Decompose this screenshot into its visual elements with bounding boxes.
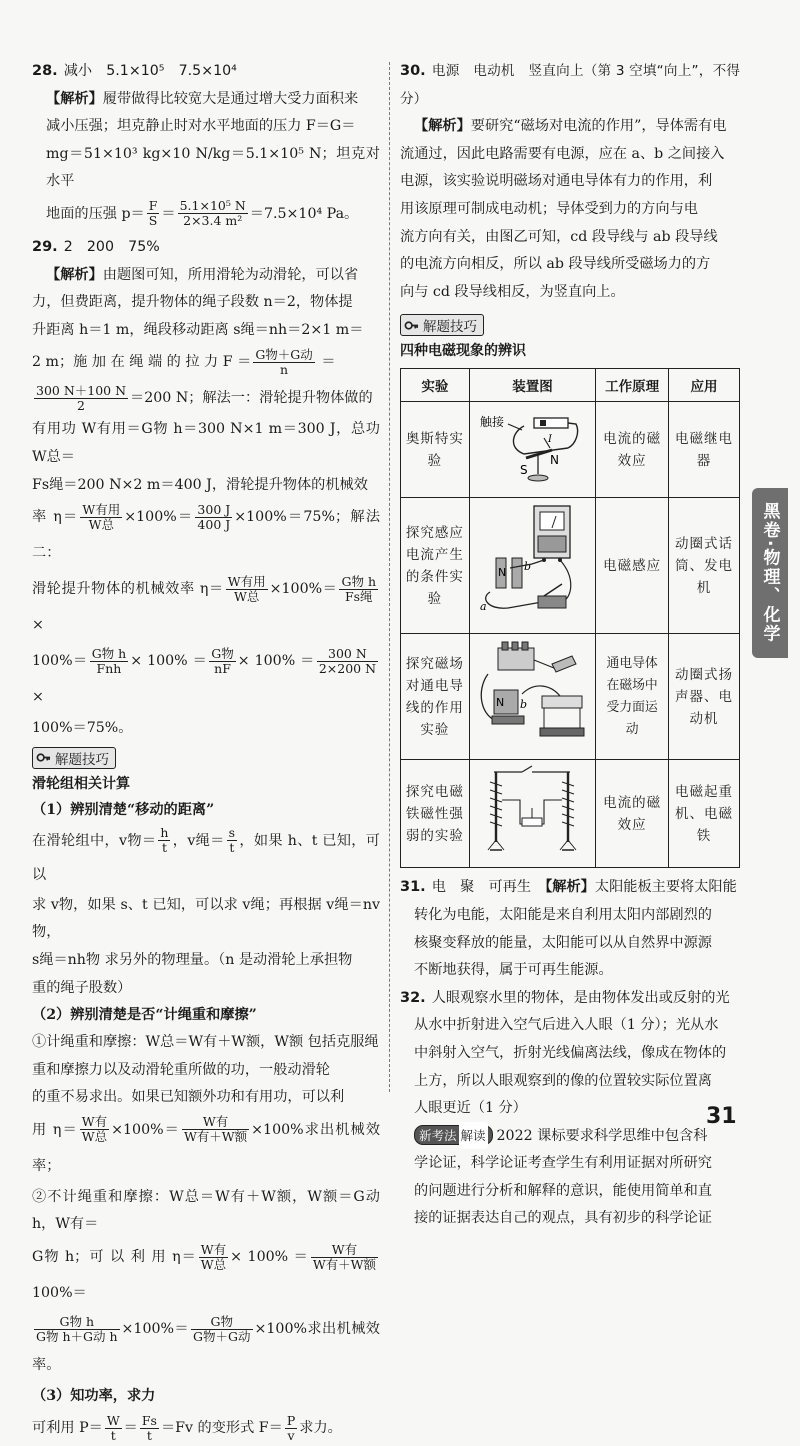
svg-text:N: N	[496, 696, 505, 710]
formula-line	[32, 571, 380, 643]
fraction	[147, 199, 160, 228]
table-header: 应用	[669, 369, 740, 402]
text-line: 中斜射入空气，折射光线偏离法线，像成在物体的	[414, 1044, 727, 1061]
text: 求力。	[299, 1420, 342, 1437]
formula-line	[32, 1410, 380, 1446]
fraction	[80, 1115, 109, 1144]
text-line: mg＝51×10³ kg×10 N/kg＝5.1×10⁵ N；坦克对水平	[46, 145, 380, 190]
denominator: G物 h＋G动 h	[36, 1328, 118, 1344]
subject-side-tab: 黑卷·物理、化学	[752, 488, 788, 658]
text: 太阳能板主要将太阳能	[594, 879, 737, 896]
table-cell-diagram	[469, 402, 595, 498]
formula-line	[32, 1239, 380, 1311]
text: 2022 课标要求科学思维中包含科	[496, 1127, 708, 1144]
text-line: 的重不易求出。如果已知额外功和有用功，可以利	[32, 1089, 345, 1106]
numerator: W	[106, 1412, 120, 1428]
text: × 100% ＝	[237, 653, 315, 670]
fraction	[158, 826, 170, 855]
denominator: W总	[234, 588, 260, 604]
numerator: W有	[311, 1243, 378, 1258]
text: × 100% ＝	[130, 653, 208, 670]
text-line: 的电流方向相反，所以 ab 段导线所受磁场力的方	[400, 256, 711, 273]
fraction	[140, 1414, 159, 1443]
fraction	[199, 1243, 228, 1272]
denominator: Fnh	[96, 660, 122, 676]
table-cell-diagram	[469, 634, 595, 760]
text-line: 要研究“磁场对电流的作用”，导体需有电	[470, 118, 727, 135]
skill-badge-label: 解题技巧	[423, 319, 477, 336]
svg-text:a: a	[480, 600, 488, 614]
formula-line	[32, 344, 380, 380]
denominator: n	[280, 361, 289, 377]
answer: 电源 电动机 竖直向上（第 3 空填“向上”，不得分）	[400, 63, 740, 107]
numerator: Fs	[141, 1412, 157, 1428]
text: 100%＝	[32, 1285, 87, 1302]
text: G物 h；可 以 利 用 η＝	[32, 1249, 197, 1266]
fraction	[178, 199, 248, 228]
text-line: 升距离 h＝1 m，绳段移动距离 s绳＝nh＝2×1 m＝	[32, 321, 364, 338]
denominator: 2	[77, 397, 85, 413]
fraction	[195, 503, 232, 532]
table-row	[401, 634, 740, 760]
table-cell-diagram	[469, 498, 595, 634]
table-cell-experiment: 探究磁场对通电导线的作用实验	[401, 634, 470, 760]
svg-text:N: N	[550, 453, 560, 468]
table-header: 实验	[401, 369, 470, 402]
text-line: 学论证，科学论证考查学生有利用证据对所研究	[414, 1155, 712, 1172]
badge-text: 新考法	[419, 1127, 457, 1143]
question-32	[400, 985, 740, 1233]
denominator: S	[148, 213, 158, 229]
right-column	[400, 58, 740, 1233]
question-29	[32, 234, 380, 743]
badge-text: 解读	[459, 1122, 488, 1150]
text: ×100%＝	[124, 509, 194, 526]
denominator: t	[161, 840, 167, 856]
numerator: 5.1×10⁵ N	[179, 198, 246, 214]
table-cell-application: 电磁起重机、电磁铁	[669, 760, 740, 868]
numerator: G物 h	[341, 573, 376, 589]
fraction	[80, 503, 122, 532]
question-30	[400, 58, 740, 306]
text-line: 转化为电能，太阳能是来自利用太阳内部剧烈的	[414, 906, 712, 923]
fraction	[191, 1315, 252, 1344]
denominator: t	[110, 1427, 116, 1443]
fraction	[311, 1243, 378, 1272]
text-line: 重和摩擦力以及动滑轮重所做的功，一般动滑轮	[32, 1061, 330, 1078]
table-cell-diagram	[469, 760, 595, 868]
page-number: 31	[706, 1104, 737, 1129]
text: ×100%＝	[269, 581, 338, 598]
text: 地面的压强 p＝	[46, 205, 145, 222]
left-column	[32, 58, 380, 1446]
denominator: 2×200 N	[318, 660, 377, 676]
formula-line: 地面的压强 p＝ $\frac{F}{S}$ ＝ $\frac{\text{5.1×10⁵ N}}{\text{2×3.4 m²}}$ ＝7.5×10⁴ Pa。	[46, 198, 359, 229]
denominator: t	[229, 840, 235, 856]
text-line: 履带做得比较宽大是通过增大受力面积来	[102, 90, 359, 107]
denominator: 2×3.4 m²	[183, 213, 243, 229]
skill-subheading: （3）知功率，求力	[32, 1388, 156, 1405]
text-line: 上方，所以人眼观察到的像的位置较实际位置离	[414, 1072, 712, 1089]
numerator: W有	[200, 1241, 227, 1257]
text: × 100% ＝	[230, 1249, 309, 1266]
text-line: 重的绳子股数）	[32, 979, 132, 996]
analysis-tag: 【解析】	[46, 90, 103, 107]
text: 100%＝	[32, 653, 88, 670]
denominator: Fs绳	[344, 588, 373, 604]
new-method-badge	[414, 1125, 493, 1145]
text-line: 电源，该实验说明磁场对通电导体有力的作用，利	[400, 173, 713, 190]
text-line: 力，但费距离，提升物体的绳子段数 n＝2，物体提	[32, 294, 353, 311]
numerator: W有用	[82, 501, 121, 517]
question-number: 30.	[400, 63, 426, 79]
fraction	[182, 1115, 249, 1144]
text-line: 流通过，因此电路需要有电源，应在 a、b 之间接入	[400, 145, 725, 162]
text: ＝Fv 的变形式 F＝	[160, 1420, 283, 1437]
text-line: 有用功 W有用＝G物 h＝300 N×1 m＝300 J，总功W总＝	[32, 421, 380, 465]
denominator: G物＋G动	[193, 1328, 251, 1344]
skill-badge-label: 解题技巧	[55, 751, 109, 768]
induction-diagram	[472, 498, 592, 626]
fraction	[253, 348, 314, 377]
question-number: 29.	[32, 238, 58, 255]
text: 可利用 P＝	[32, 1420, 103, 1437]
answer: 减小 5.1×10⁵ 7.5×10⁴	[63, 63, 237, 79]
svg-text:b: b	[520, 698, 528, 712]
answer: 电 聚 可再生	[431, 879, 532, 896]
table-cell-experiment: 探究感应电流产生的条件实验	[401, 498, 470, 634]
numerator: s	[228, 825, 236, 841]
text-line: ①计绳重和摩擦：W总＝W有＋W额，W额 包括克服绳	[32, 1034, 379, 1051]
fraction	[90, 647, 129, 676]
text: ×100%＝	[121, 1321, 190, 1338]
key-icon	[36, 750, 51, 765]
diagram-label: 触接	[480, 415, 505, 430]
text: ，如果 h、t 已知，可以	[32, 832, 380, 883]
numerator: G物	[211, 645, 234, 661]
text-line: 向与 cd 段导线相反，为竖直向上。	[400, 283, 625, 300]
table-cell-experiment: 探究电磁铁磁性强弱的实验	[401, 760, 470, 868]
text-line: 接的证据表达自己的观点，具有初步的科学论证	[414, 1210, 712, 1227]
text: 人眼观察水里的物体，是由物体发出或反射的光	[431, 989, 730, 1006]
numerator: W有	[81, 1114, 108, 1130]
svg-text:b: b	[524, 560, 532, 574]
svg-text:I: I	[548, 434, 553, 446]
text: ，v绳＝	[172, 832, 225, 849]
question-number: 28.	[32, 63, 58, 79]
table-cell-principle: 电流的磁效应	[596, 402, 669, 498]
text-line: ②不计绳重和摩擦：W总＝W有＋W额，W额＝G动 h，W有＝	[32, 1188, 380, 1233]
skill-subheading: （2）辨别清楚是否“计绳重和摩擦”	[32, 1007, 257, 1024]
question-number: 32.	[400, 989, 426, 1006]
fraction	[105, 1414, 122, 1443]
numerator: G物＋G动	[255, 346, 313, 362]
text-line: 用该原理可制成电动机；导体受到力的方向与电	[400, 200, 698, 217]
skill-badge	[400, 314, 484, 336]
numerator: h	[160, 825, 169, 841]
denominator: 400 J	[197, 516, 231, 532]
text-line: 由题图可知，所用滑轮为动滑轮，可以省	[102, 266, 359, 283]
numerator: G物	[191, 1315, 252, 1330]
skill-title: 四种电磁现象的辨识	[400, 343, 526, 360]
answer: 2 200 75%	[63, 238, 160, 255]
text-line: 不断地获得，属于可再生能源。	[414, 962, 613, 979]
text-line: 从水中折射进入空气后进入人眼（1 分）；光从水	[414, 1017, 719, 1034]
analysis-tag: 【解析】	[46, 266, 103, 283]
table-header-row	[401, 369, 740, 402]
fraction	[226, 575, 268, 604]
numerator: 300 J	[197, 501, 231, 517]
svg-text:S: S	[520, 463, 529, 478]
skill-box-electromagnetic	[400, 310, 740, 868]
denominator: W有＋W额	[183, 1129, 248, 1145]
text: ×100%求出机械效率。	[32, 1321, 380, 1374]
fraction	[285, 1414, 297, 1443]
analysis-tag: 【解析】	[414, 118, 471, 135]
table-cell-application: 电磁继电器	[669, 402, 740, 498]
text: 在滑轮组中，v物＝	[32, 832, 157, 849]
text: ＝	[321, 354, 336, 371]
fraction	[209, 647, 236, 676]
text-line: 的问题进行分析和解释的意识，能使用简单和直	[414, 1182, 712, 1199]
text-line: Fs绳＝200 N×2 m＝400 J，滑轮提升物体的机械效	[32, 476, 368, 493]
oersted-diagram	[472, 402, 592, 490]
numerator: W有	[182, 1115, 249, 1130]
table-header: 工作原理	[596, 369, 669, 402]
denominator: W有＋W额	[312, 1256, 377, 1272]
numerator: W有用	[227, 573, 266, 589]
question-number: 31.	[400, 879, 426, 896]
formula-line	[32, 824, 380, 892]
denominator: W总	[200, 1256, 227, 1272]
table-cell-principle: 通电导体在磁场中受力面运动	[596, 634, 669, 760]
table-cell-principle: 电流的磁效应	[596, 760, 669, 868]
text: 用 η＝	[32, 1121, 78, 1138]
text: ×	[32, 617, 44, 634]
table-row	[401, 760, 740, 868]
skill-badge	[32, 747, 116, 769]
skill-subheading: （1）辨别清楚“移动的距离”	[32, 801, 215, 818]
text-line: 人眼更近（1 分）	[414, 1100, 527, 1117]
denominator: W总	[81, 1129, 108, 1145]
text-line: 求 v物，如果 s、t 已知，可以求 v绳；再根据 v绳＝nv物，	[32, 896, 380, 941]
formula-line	[32, 1311, 380, 1383]
key-icon	[404, 318, 419, 333]
column-divider	[389, 62, 390, 1092]
text: ＝	[123, 1420, 138, 1437]
table-cell-application: 动圈式扬声器、电动机	[669, 634, 740, 760]
text: ＝200 N；解法一：滑轮提升物体做的	[130, 390, 373, 407]
denominator: v	[287, 1427, 295, 1443]
formula-line	[32, 1112, 380, 1184]
text: ×100%求出机械效率；	[32, 1121, 381, 1174]
text: 滑轮提升物体的机械效率 η＝	[32, 581, 224, 598]
numerator: 300 N＋100 N	[36, 382, 127, 398]
table-header: 装置图	[469, 369, 595, 402]
text: ＝7.5×10⁴ Pa。	[249, 205, 359, 222]
denominator: t	[146, 1427, 152, 1443]
formula-line	[32, 643, 380, 715]
numerator: 300 N	[317, 647, 378, 662]
text: 2 m；施 加 在 绳 端 的 拉 力 F ＝	[32, 354, 252, 371]
fraction	[34, 384, 128, 413]
text-line: 减小压强；坦克静止时对水平地面的压力 F＝G＝	[46, 118, 356, 135]
fraction	[339, 575, 378, 604]
electromagnetic-table	[400, 368, 740, 868]
table-row	[401, 498, 740, 634]
denominator: W总	[88, 516, 115, 532]
numerator: F	[148, 198, 158, 214]
text-line: 核聚变释放的能量，太阳能可以从自然界中源源	[414, 934, 712, 951]
question-28	[32, 58, 380, 232]
fraction	[34, 1315, 120, 1344]
table-cell-principle: 电磁感应	[596, 498, 669, 634]
question-31	[400, 874, 740, 984]
table-row	[401, 402, 740, 498]
text: ×100%＝75%；解法二：	[32, 509, 381, 562]
numerator: G物 h	[91, 645, 127, 661]
text-line: s绳＝nh物 求另外的物理量。（n 是动滑轮上承担物	[32, 951, 353, 968]
skill-title: 滑轮组相关计算	[32, 775, 130, 792]
motor-force-diagram	[472, 634, 592, 752]
analysis-tag: 【解析】	[545, 879, 595, 896]
formula-line	[32, 499, 380, 571]
formula-line	[32, 380, 380, 416]
electromagnet-diagram	[472, 760, 592, 860]
table-cell-application: 动圈式话筒、发电机	[669, 498, 740, 634]
table-cell-experiment: 奥斯特实验	[401, 402, 470, 498]
skill-box-pulley	[32, 743, 380, 1446]
text: 率 η＝	[32, 509, 79, 526]
text: ×	[32, 689, 44, 706]
fraction	[227, 826, 237, 855]
fraction	[317, 647, 378, 676]
svg-text:N: N	[498, 566, 507, 580]
text-line: 100%＝75%。	[32, 720, 133, 737]
denominator: nF	[214, 660, 231, 676]
text: ×100%＝	[111, 1121, 180, 1138]
numerator: G物 h	[34, 1315, 120, 1330]
numerator: P	[286, 1412, 296, 1428]
text-line: 流方向有关，由图乙可知，cd 段导线与 ab 段导线	[400, 228, 718, 245]
